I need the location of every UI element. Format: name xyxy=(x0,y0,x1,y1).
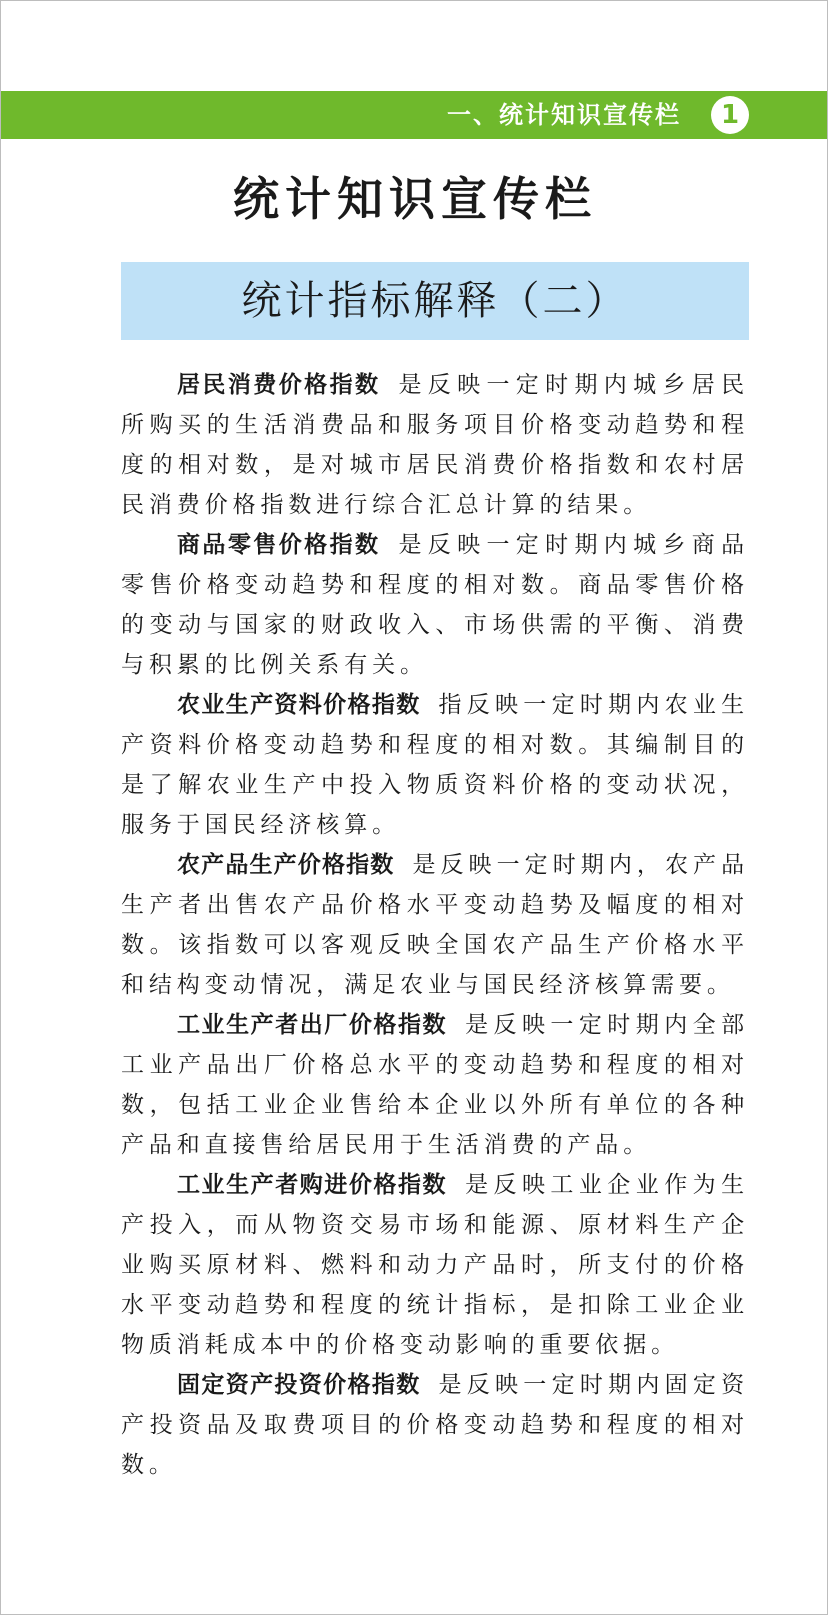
term-label: 固定资产投资价格指数 xyxy=(177,1372,421,1398)
subtitle: 统计指标解释（二） xyxy=(241,278,629,324)
definition-entry-fixed-asset-price xyxy=(121,1365,749,1485)
subtitle-box xyxy=(121,262,749,340)
definition-text: 是反映一定时期内固定资产投资品及取费项目的价格变动趋势和程度的相对数。 xyxy=(121,1372,749,1478)
term-label: 居民消费价格指数 xyxy=(177,372,381,398)
definition-text: 是反映一定时期内城乡居民所购买的生活消费品和服务项目价格变动趋势和程度的相对数，是对城市居民消费价格指数和农村居民消费价格指数进行综合汇总计算的结果。 xyxy=(121,372,749,518)
definition-entry-agri-input-price xyxy=(121,685,749,845)
definition-entry-retail-price xyxy=(121,525,749,685)
definition-entry-agri-producer-price xyxy=(121,845,749,1005)
definition-entry-ppi xyxy=(121,1005,749,1165)
definition-text: 是反映一定时期内全部工业产品出厂价格总水平的变动趋势和程度的相对数，包括工业企业售给本企业以外所有单位的各种产品和直接售给居民用于生活消费的产品。 xyxy=(121,1012,750,1158)
page-title: 统计知识宣传栏 xyxy=(233,172,597,226)
definitions-list xyxy=(121,365,749,1485)
definition-text: 指反映一定时期内农业生产资料价格变动趋势和程度的相对数。其编制目的是了解农业生产中投入物质资料价格的变动状况，服务于国民经济核算。 xyxy=(121,692,749,838)
term-label: 工业生产者出厂价格指数 xyxy=(177,1012,448,1038)
term-label: 农业生产资料价格指数 xyxy=(177,692,421,718)
definition-entry-purchase-price xyxy=(121,1165,749,1365)
definition-text: 是反映一定时期内，农产品生产者出售农产品价格水平变动趋势及幅度的相对数。该指数可以客观反映全国农产品生产价格水平和结构变动情况，满足农业与国民经济核算需要。 xyxy=(121,852,749,998)
section-header-band xyxy=(1,91,828,139)
definition-text: 是反映一定时期内城乡商品零售价格变动趋势和程度的相对数。商品零售价格的变动与国家的财政收入、市场供需的平衡、消费与积累的比例关系有关。 xyxy=(121,532,749,678)
term-label: 工业生产者购进价格指数 xyxy=(177,1172,448,1198)
section-label: 一、统计知识宣传栏 xyxy=(447,101,681,129)
term-label: 商品零售价格指数 xyxy=(177,532,381,558)
page-number-badge: 1 xyxy=(711,96,749,134)
term-label: 农产品生产价格指数 xyxy=(177,852,395,878)
definition-text: 是反映工业企业作为生产投入，而从物资交易市场和能源、原材料生产企业购买原材料、燃料和动力产品时，所支付的价格水平变动趋势和程度的统计指标，是扣除工业企业物质消耗成本中的价格变动影响的重要依据。 xyxy=(121,1172,750,1358)
definition-entry-cpi xyxy=(121,365,749,525)
